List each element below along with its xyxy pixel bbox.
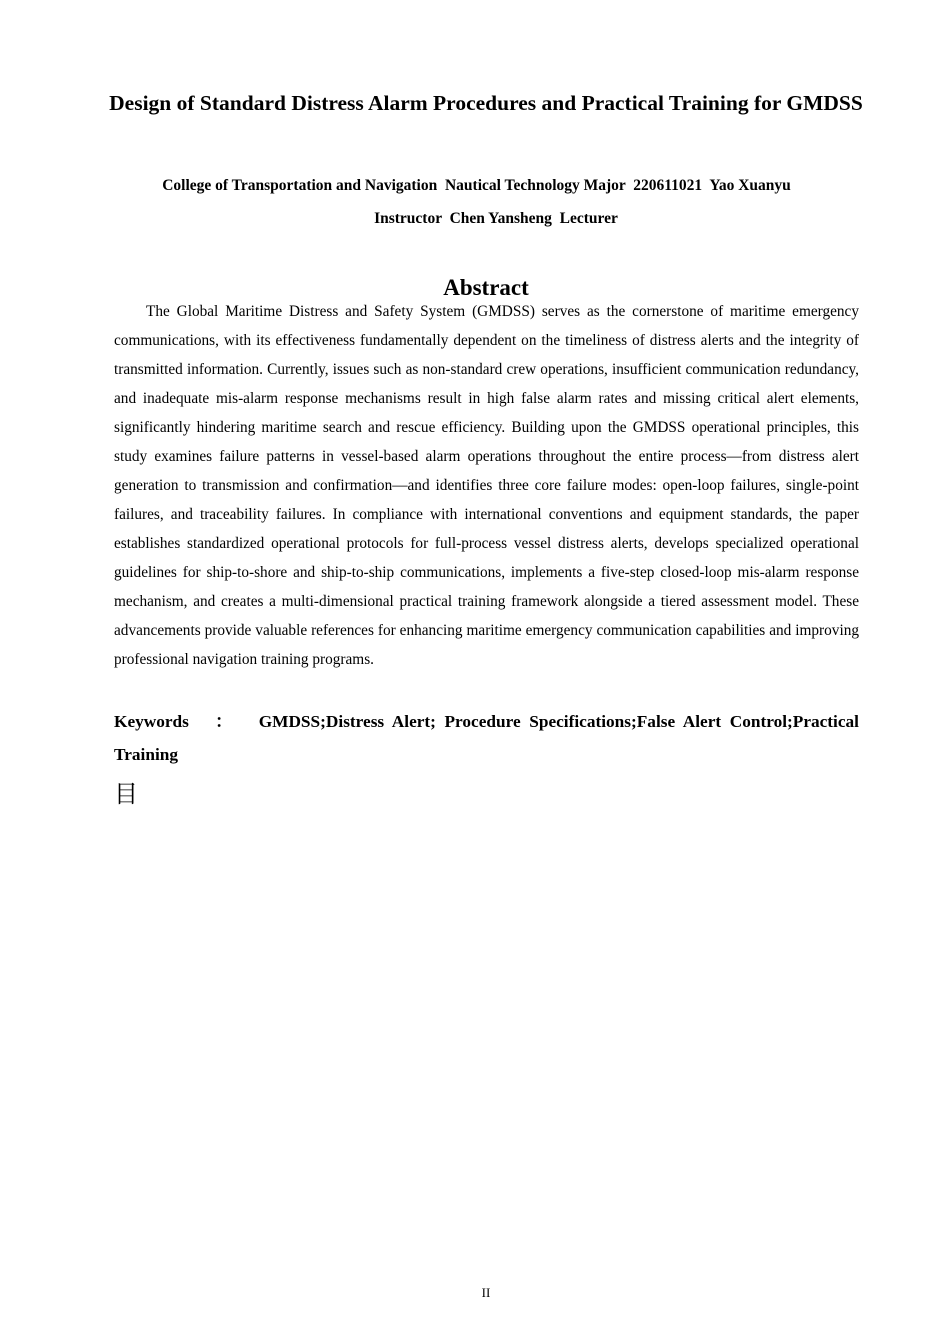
instructor-line: Instructor Chen Yansheng Lecturer (374, 210, 618, 227)
author-affiliation-line: College of Transportation and Navigation Nautical Technology Major 220611021 Yao Xuanyu (162, 177, 791, 194)
page-number: II (481, 1285, 491, 1300)
keywords-label: Keywords (114, 712, 189, 731)
abstract-heading: Abstract (443, 275, 529, 300)
keywords-paragraph (114, 705, 859, 771)
abstract-body: The Global Maritime Distress and Safety System (GMDSS) serves as the cornerstone of maritime emergency communications, with its effectiveness fundamentally dependent on the timeliness of distress alerts and the integrity of transmitted information. Currently, issues such as non-standard crew operations, insufficient communication redundancy, and inadequate mis-alarm response mechanisms result in high false alarm rates and missing critical alert elements, significantly hindering maritime search and rescue efficiency. Building upon the GMDSS operational principles, this study examines failure patterns in vessel-based alarm operations throughout the entire process—from distress alert generation to transmission and confirmation—and identifies three core failure modes: open-loop failures, single-point failures, and traceability failures. In compliance with international conventions and equipment standards, the paper establishes standardized operational protocols for full-process vessel distress alerts, develops specialized operational guidelines for ship-to-shore and ship-to-ship communications, implements a five-step closed-loop mis-alarm response mechanism, and creates a multi-dimensional practical training framework alongside a tiered assessment model. These advancements provide valuable references for enhancing maritime emergency communication capabilities and improving professional navigation training programs. (114, 303, 859, 668)
keywords-text: GMDSS;Distress Alert; Procedure Specifications;False Alert Control;Practical Training (114, 712, 859, 764)
paper-title: Design of Standard Distress Alarm Procedures and Practical Training for GMDSS (109, 91, 863, 115)
keywords-separator: ： (212, 712, 235, 731)
toc-heading-fragment: 目 (114, 780, 138, 808)
